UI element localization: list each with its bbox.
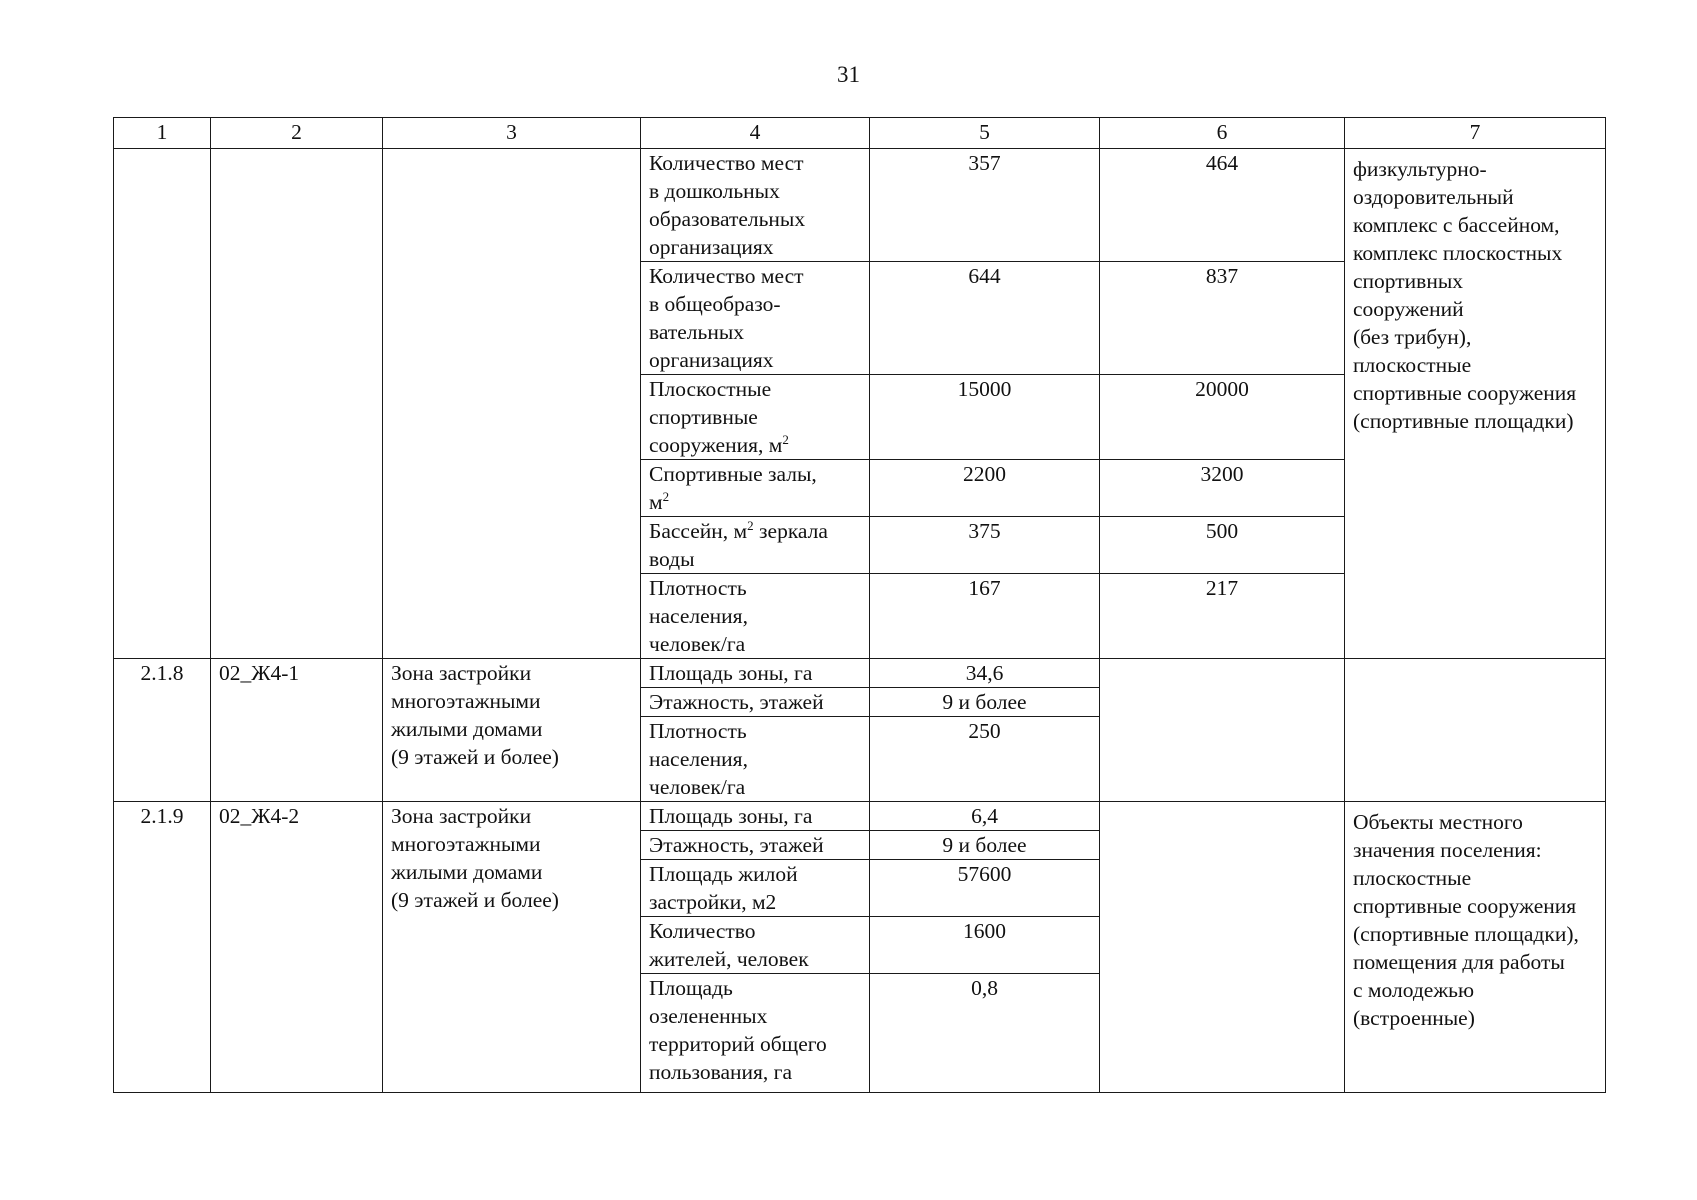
param-name-text: Спортивные залы, м xyxy=(649,462,817,514)
param-name: Количество мест в дошкольных образовательных организациях xyxy=(641,149,870,262)
superscript: 2 xyxy=(782,431,789,447)
param-name xyxy=(641,375,870,460)
param-value-5: 644 xyxy=(870,262,1100,375)
param-value-6: 837 xyxy=(1100,262,1345,375)
param-value-5: 0,8 xyxy=(870,974,1100,1093)
param-value-6: 500 xyxy=(1100,517,1345,574)
row-number: 2.1.9 xyxy=(114,802,211,1093)
param-name: Плотность населения, человек/га xyxy=(641,717,870,802)
param-name xyxy=(641,460,870,517)
param-name: Плотность населения, человек/га xyxy=(641,574,870,659)
param-value-5: 2200 xyxy=(870,460,1100,517)
zone-code: 02_Ж4-1 xyxy=(211,659,383,802)
param-value-5: 9 и более xyxy=(870,688,1100,717)
param-value-5: 167 xyxy=(870,574,1100,659)
header-row xyxy=(114,118,1606,149)
param-name-text: зеркала воды xyxy=(649,519,828,571)
cell-zone-empty xyxy=(383,149,641,659)
param-value-5: 250 xyxy=(870,717,1100,802)
table-row xyxy=(114,802,1606,831)
param-name-text: Бассейн, м xyxy=(649,519,748,543)
planned-objects: физкультурно- оздоровительный комплекс с бассейном, комплекс плоскостных спортивных сооружений (без трибун), плоскостные спортивные сооружения (спортивные площадки) xyxy=(1345,149,1606,659)
page-number: 31 xyxy=(837,62,860,87)
param-name: Количество жителей, человек xyxy=(641,917,870,974)
param-name-text: Плоскостные спортивные сооружения, м xyxy=(649,377,783,457)
header-col-5: 5 xyxy=(870,118,1100,149)
header-col-1: 1 xyxy=(114,118,211,149)
param-name: Этажность, этажей xyxy=(641,688,870,717)
param-name: Площадь зоны, га xyxy=(641,802,870,831)
superscript: 2 xyxy=(662,488,670,504)
param-name: Количество мест в общеобразо- вательных организациях xyxy=(641,262,870,375)
param-value-5: 57600 xyxy=(870,860,1100,917)
zone-name: Зона застройки многоэтажными жилыми домами (9 этажей и более) xyxy=(383,802,641,1093)
param-value-6: 20000 xyxy=(1100,375,1345,460)
header-col-6: 6 xyxy=(1100,118,1345,149)
param-value-5: 375 xyxy=(870,517,1100,574)
param-value-6: 3200 xyxy=(1100,460,1345,517)
superscript: 2 xyxy=(747,517,754,533)
param-value-5: 15000 xyxy=(870,375,1100,460)
param-value-5: 6,4 xyxy=(870,802,1100,831)
zone-code: 02_Ж4-2 xyxy=(211,802,383,1093)
header-col-4: 4 xyxy=(641,118,870,149)
param-name: Площадь жилой застройки, м2 xyxy=(641,860,870,917)
param-name: Этажность, этажей xyxy=(641,831,870,860)
param-name xyxy=(641,517,870,574)
param-value-5: 357 xyxy=(870,149,1100,262)
param-name: Площадь озелененных территорий общего пользования, га xyxy=(641,974,870,1093)
zone-name: Зона застройки многоэтажными жилыми домами (9 этажей и более) xyxy=(383,659,641,802)
cell-7-empty xyxy=(1345,659,1606,802)
cell-6-empty xyxy=(1100,659,1345,802)
row-number: 2.1.8 xyxy=(114,659,211,802)
param-value-6: 464 xyxy=(1100,149,1345,262)
table-row xyxy=(114,149,1606,262)
param-value-5: 1600 xyxy=(870,917,1100,974)
param-value-6: 217 xyxy=(1100,574,1345,659)
param-name: Площадь зоны, га xyxy=(641,659,870,688)
header-col-3: 3 xyxy=(383,118,641,149)
cell-number-empty xyxy=(114,149,211,659)
param-value-5: 9 и более xyxy=(870,831,1100,860)
header-col-7: 7 xyxy=(1345,118,1606,149)
planned-objects: Объекты местного значения поселения: плоскостные спортивные сооружения (спортивные площадки), помещения для работы с молодежью (встроенные) xyxy=(1345,802,1606,1093)
param-value-5: 34,6 xyxy=(870,659,1100,688)
table-row xyxy=(114,659,1606,688)
zones-table xyxy=(113,117,1606,1093)
cell-code-empty xyxy=(211,149,383,659)
header-col-2: 2 xyxy=(211,118,383,149)
cell-6-empty xyxy=(1100,802,1345,1093)
